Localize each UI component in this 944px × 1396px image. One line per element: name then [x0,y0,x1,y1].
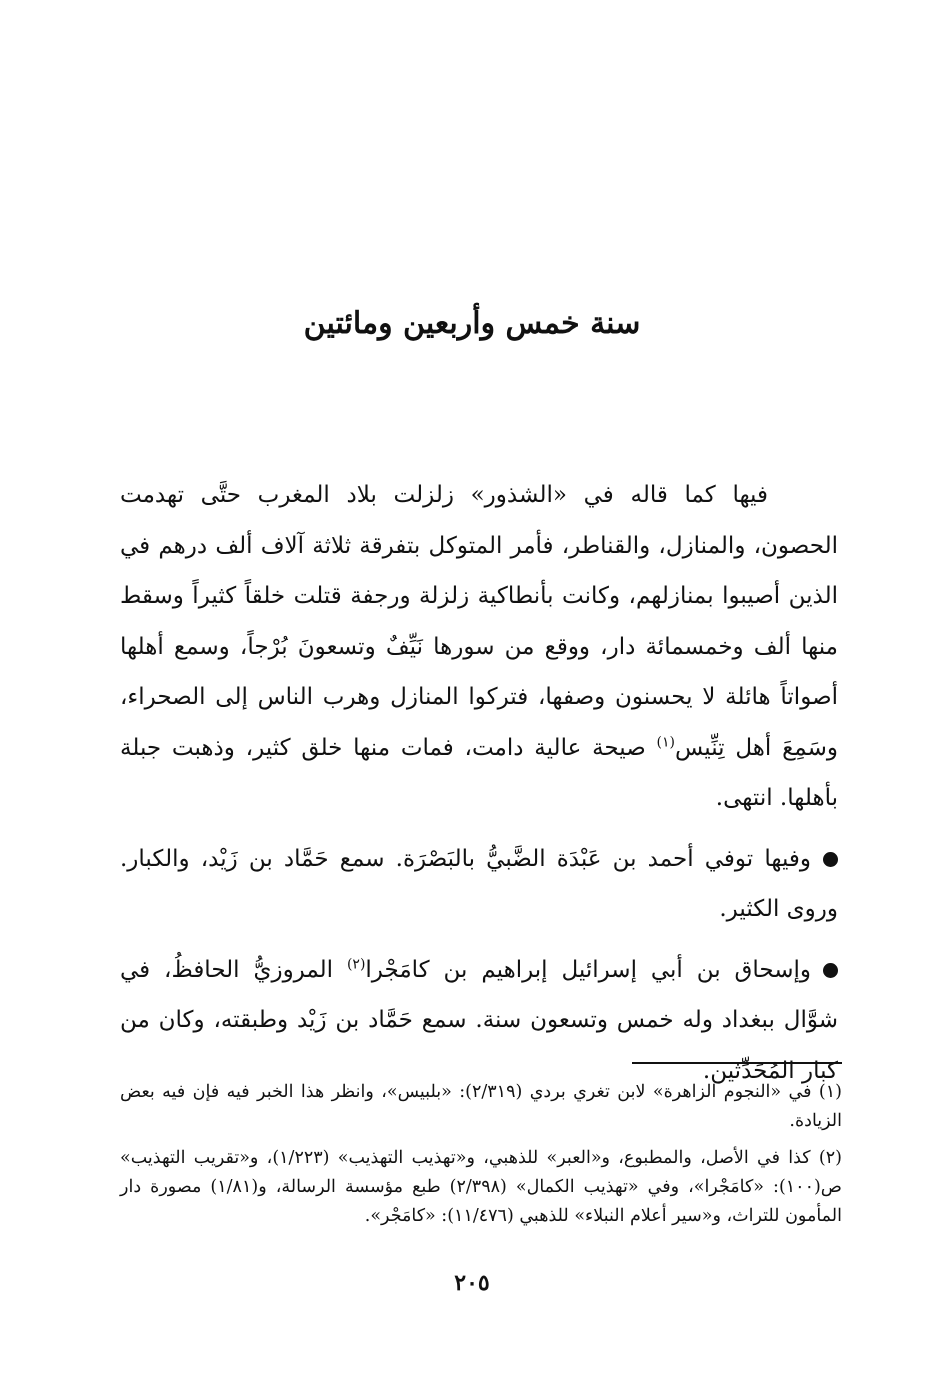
footnote-marker-1: (١) [656,733,675,750]
footnote-2: (٢) كذا في الأصل، والمطبوع، و«العبر» للذهبي، و«تهذيب التهذيب» (١/٢٢٣)، و«تقريب التهذيب» ص(١٠٠): «كامَجْرا»، وفي «تهذيب الكمال» (٢/٣٩٨) طبع مؤسسة الرسالة، و(١/٨١) مصورة دار المأمون للتراث، و«سير أعلام النبلاء» للذهبي (١١/٤٧٦): «كامَجْر». [120,1148,842,1226]
entry-text-part-2: المروزيُّ الحافظُ، في شوَّال ببغداد وله خمس وتسعون سنة. سمع حَمَّاد بن زَيْد وطبقته، وكان من كبار المُحَدِّثين. [120,956,838,1084]
page-number: ٢٠٥ [454,1270,490,1296]
intro-text-part-1: فيها كما قاله في «الشذور» زلزلت بلاد المغرب حتَّى تهدمت الحصون، والمنازل، والقناطر، فأمر المتوكل بتفرقة ثلاثة آلاف ألف درهم في الذين أصيبوا بمنازلهم، وكانت بأنطاكية زلزلة ورجفة قتلت خلقاً كثيراً وسقط منها ألف وخمسمائة دار، ووقع من سورها نَيِّفٌ وتسعونَ بُرْجاً، وسمع أهلها أصواتاً هائلة لا يحسنون وصفها، فتركوا المنازل وهرب الناس إلى الصحراء، وسَمِعَ أهل تِنِّيس [120,482,838,761]
entry-text-part-1: وإسحاق بن أبي إسرائيل إبراهيم بن كامَجْرا [365,956,811,983]
entry-text-part-1: وفيها توفي أحمد بن عَبْدَة الضَّبيُّ بالبَصْرَة. سمع حَمَّاد بن زَيْد، والكبار. وروى الكثير. [120,845,838,922]
entry-paragraph [120,834,838,935]
main-text [120,470,838,1096]
footnotes [120,1078,842,1239]
bullet-icon [823,963,838,978]
page-title: سنة خمس وأربعين ومائتين [303,306,641,341]
footnote-divider [632,1062,842,1064]
intro-text-part-2: صيحة عالية دامت، فمات منها خلق كثير، وذهبت جبلة بأهلها. انتهى. [120,734,838,811]
bullet-icon [823,852,838,867]
intro-paragraph [120,470,838,824]
entry-paragraph [120,945,838,1097]
footnote-1: (١) في «النجوم الزاهرة» لابن تغري بردي (٢/٣١٩): «بلبيس»، وانظر هذا الخبر فيه فإن فيه بعض الزيادة. [120,1082,842,1131]
footnote-marker-2: (٢) [346,955,366,972]
